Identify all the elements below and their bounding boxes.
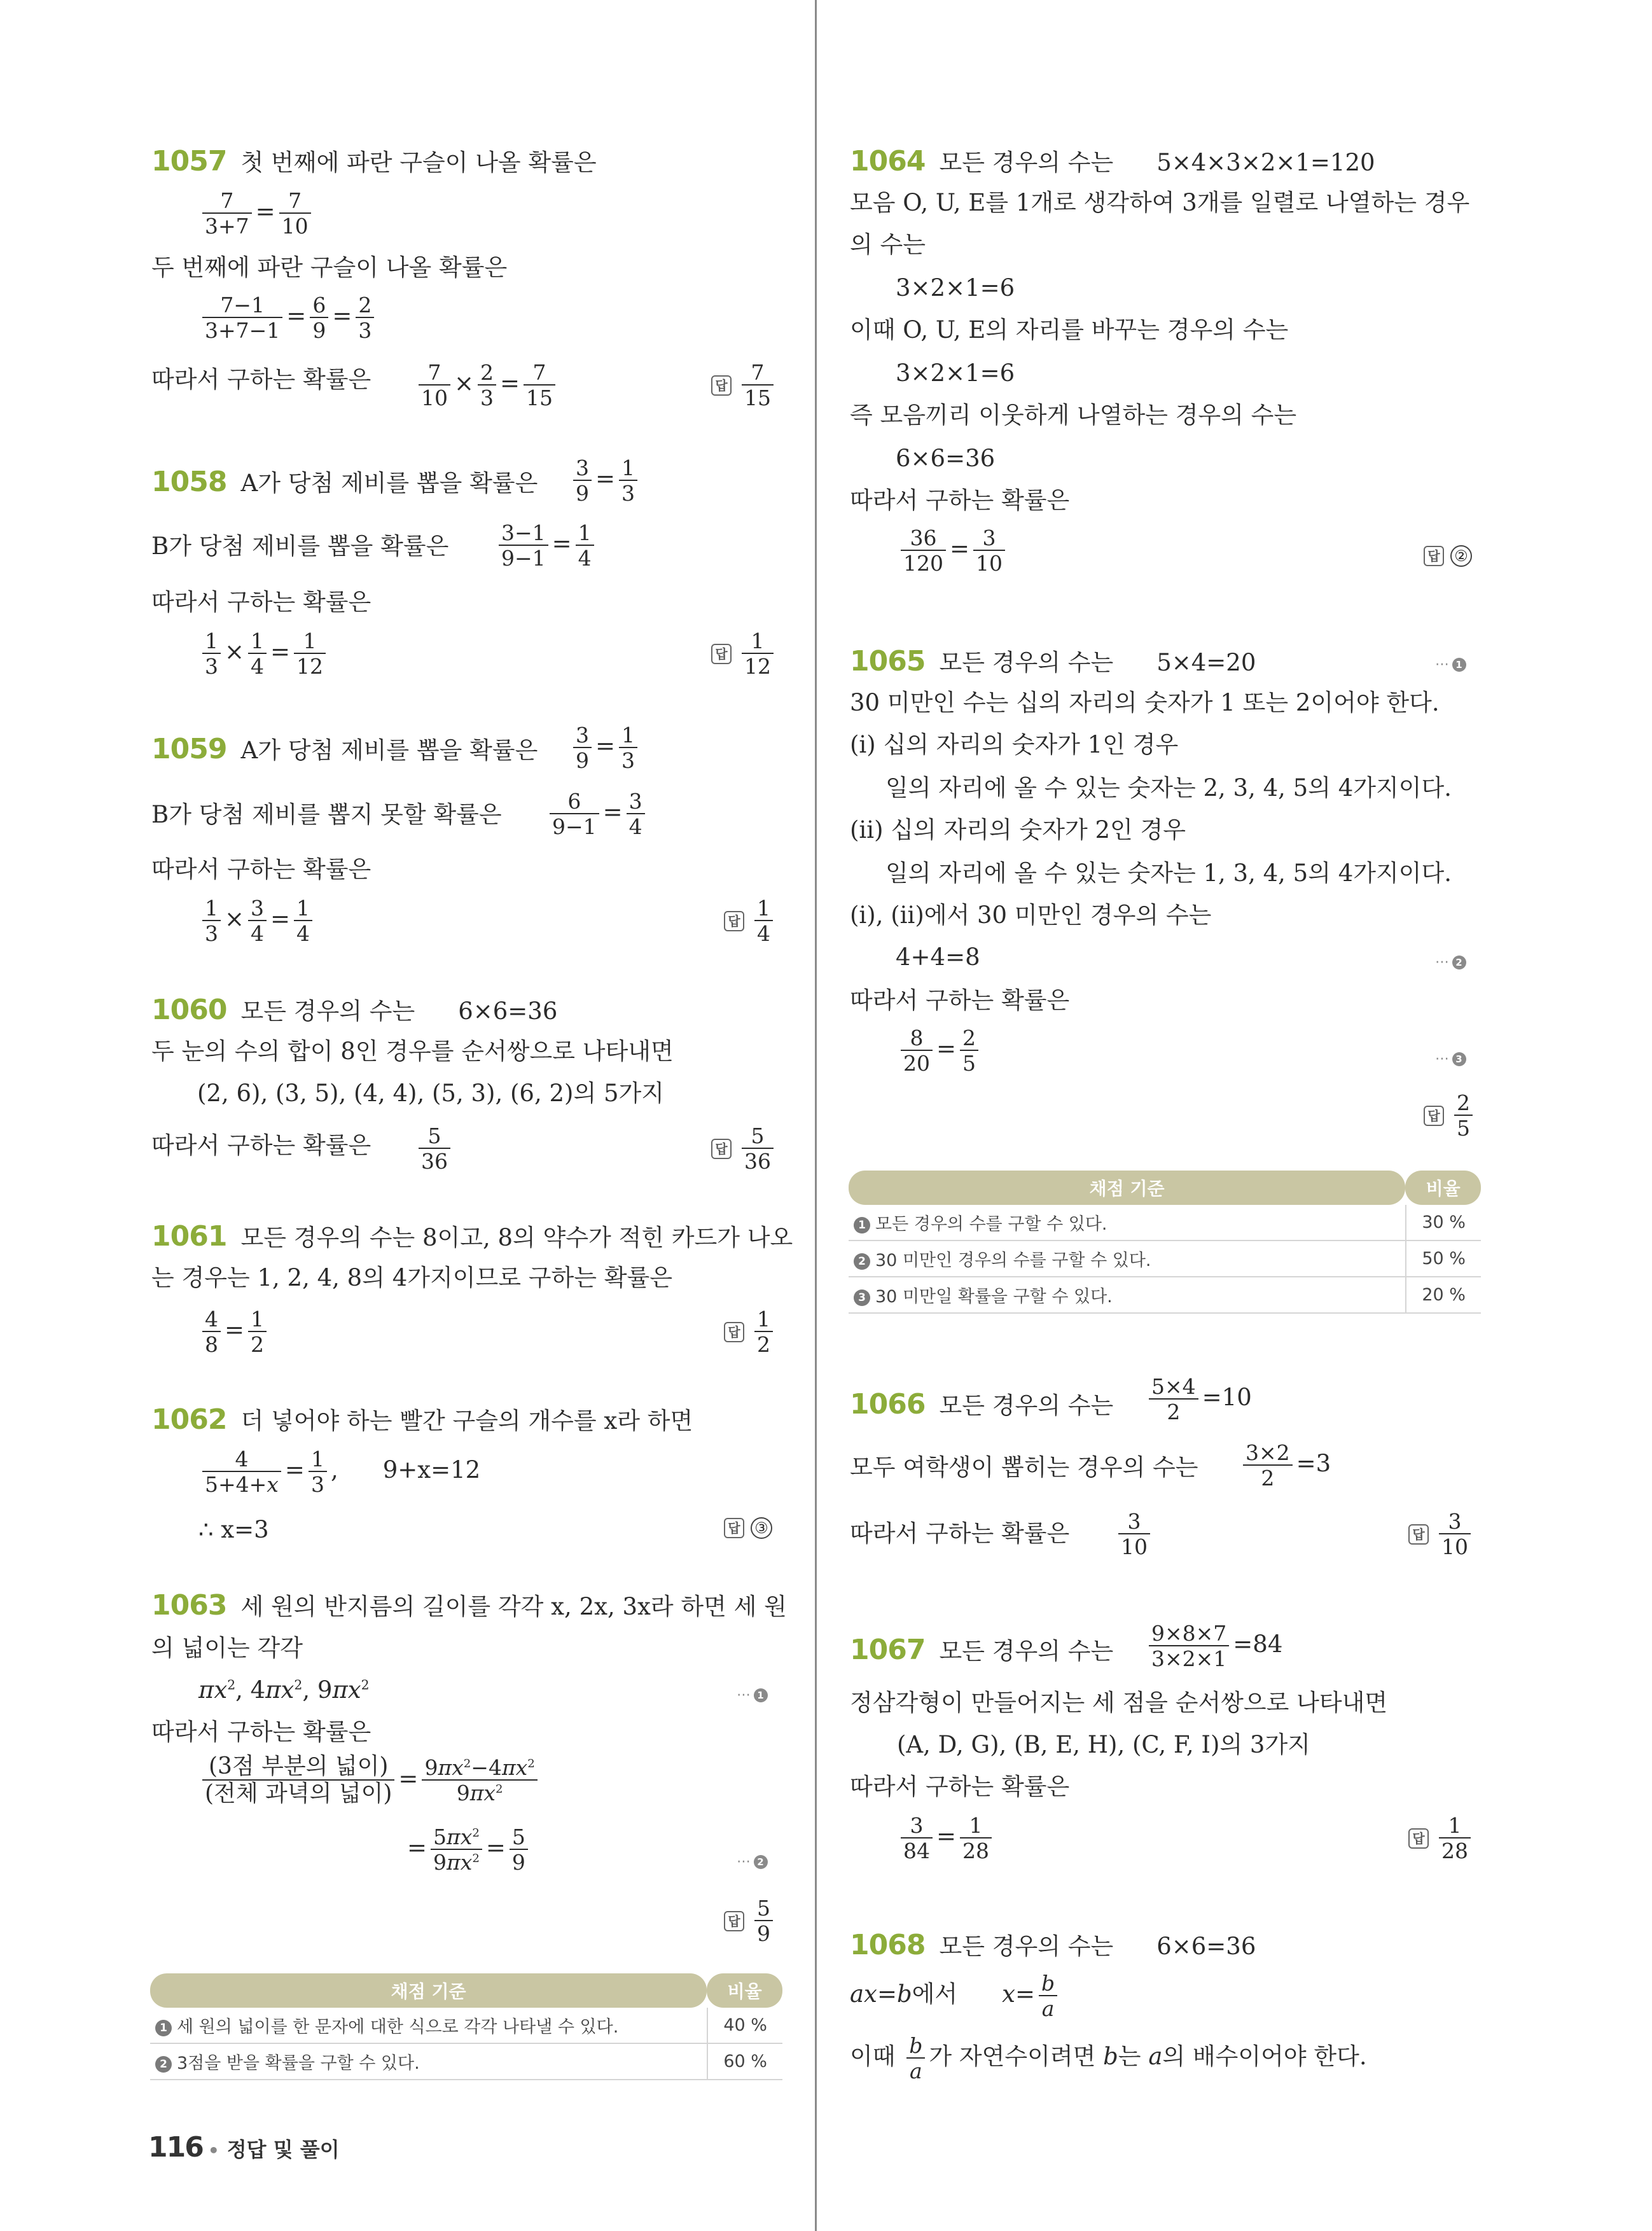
step-marker-1: ⋯ 1 — [1435, 649, 1466, 672]
problem-1066-eq2: $\frac{3\times 2}{2}$ =3 — [1239, 1442, 1331, 1489]
page-number: 116 — [148, 2131, 203, 2164]
problem-number: 1068 — [850, 1929, 926, 1961]
problem-1061-line2: 는 경우는 1, 2, 4, 8의 4가지이므로 구하는 확률은 — [151, 1264, 672, 1291]
problem-1060-line3: (2, 6), (3, 5), (4, 4), (5, 3), (6, 2)의 5가지 — [197, 1080, 664, 1107]
problem-1064-line1: 1064 모든 경우의 수는 5×4×3×2×1=120 — [850, 145, 1375, 177]
answer-icon: 답 — [724, 1911, 744, 1931]
problem-1067-line1: 1067 모든 경우의 수는 — [850, 1634, 1114, 1666]
section-title: 정답 및 풀이 — [226, 2137, 340, 2162]
answer-1066: 답 $\frac{3}{10}$ — [1408, 1510, 1475, 1558]
problem-1064-line2: 모음 O, U, E를 1개로 생각하여 3개를 일렬로 나열하는 경우 — [850, 189, 1470, 216]
problem-1068-line1: 1068 모든 경우의 수는 6×6=36 — [850, 1929, 1256, 1961]
problem-1064-line6: 따라서 구하는 확률은 — [850, 487, 1070, 514]
answer-icon: 답 — [1424, 546, 1444, 566]
fraction: $\frac{7}{3+7}$ — [202, 190, 252, 237]
problem-1060-eq: $\frac{5}{36}$ — [415, 1125, 454, 1172]
problem-number: 1057 — [151, 145, 227, 177]
problem-1066-eq3: $\frac{3}{10}$ — [1114, 1510, 1154, 1558]
problem-1061-line1: 1061 모든 경우의 수는 8이고, 8의 약수가 적힌 카드가 나오 — [151, 1220, 793, 1253]
problem-1058-line1: 1058 A가 당첨 제비를 뽑을 확률은 — [151, 466, 538, 498]
problem-number: 1062 — [151, 1403, 227, 1436]
table-row: 2 30 미만인 경우의 수를 구할 수 있다. 50 % — [849, 1241, 1481, 1277]
column-divider — [815, 0, 817, 2231]
problem-1064-eq3: 3×2×1=6 — [896, 359, 1015, 387]
problem-1060-line2: 두 눈의 수의 합이 8인 경우를 순서쌍으로 나타내면 — [151, 1038, 674, 1065]
grading-table-1063: 채점 기준 비율 1 세 원의 넓이를 한 문자에 대한 식으로 각각 나타낼 수 있다. 40 % 2 3점을 받을 확률을 구할 수 있다. 60 % — [150, 1973, 782, 2080]
problem-1060-line1: 1060 모든 경우의 수는 6×6=36 — [151, 994, 558, 1026]
problem-1062-eq1: $\frac{4}{5+4+x}$ = $\frac{1}{3}$ , 9+x=12 — [198, 1448, 480, 1496]
step-marker-3: ⋯ 3 — [1435, 1043, 1466, 1067]
problem-1063-line3: 따라서 구하는 확률은 — [151, 1718, 371, 1746]
problem-1063-line2: 의 넓이는 각각 — [151, 1634, 303, 1662]
problem-1059-eq1: $\frac{3}{9}$ = $\frac{1}{3}$ — [569, 724, 641, 772]
problem-1057-eq2: $\frac{7-1}{3+7-1}$ = $\frac{6}{9}$ = $\frac{2}{3}$ — [198, 294, 378, 342]
answer-icon: 답 — [1408, 1524, 1429, 1545]
problem-1065-line4: 일의 자리에 올 수 있는 숫자는 2, 3, 4, 5의 4가지이다. — [885, 774, 1452, 802]
problem-number: 1065 — [850, 645, 926, 678]
problem-1061-eq: $\frac{4}{8}$ = $\frac{1}{2}$ — [198, 1308, 270, 1356]
problem-1064-line4: 이때 O, U, E의 자리를 바꾸는 경우의 수는 — [850, 316, 1289, 344]
answer-1061: 답 $\frac{1}{2}$ — [724, 1308, 777, 1356]
problem-1060-line4: 따라서 구하는 확률은 — [151, 1132, 371, 1159]
problem-1064-line3: 의 수는 — [850, 231, 926, 258]
problem-1064-eq2: 3×2×1=6 — [896, 274, 1015, 302]
problem-1064-eq4: 6×6=36 — [896, 445, 996, 472]
answer-icon: 답 — [1408, 1828, 1429, 1849]
problem-1065-eq3: $\frac{8}{20}$ = $\frac{2}{5}$ — [897, 1027, 982, 1074]
answer-1067: 답 $\frac{1}{28}$ — [1408, 1814, 1475, 1862]
problem-1067-line4: 따라서 구하는 확률은 — [850, 1773, 1070, 1800]
problem-number: 1061 — [151, 1220, 227, 1253]
answer-1062: 답 ③ — [724, 1514, 772, 1539]
problem-1058-line2: B가 당첨 제비를 뽑을 확률은 — [151, 532, 449, 560]
problem-1066-eq1: $\frac{5\times 4}{2}$ =10 — [1145, 1375, 1252, 1423]
table-row: 3 30 미만일 확률을 구할 수 있다. 20 % — [849, 1277, 1481, 1314]
problem-number: 1063 — [151, 1589, 227, 1622]
problem-1064-eq5: $\frac{36}{120}$ = $\frac{3}{10}$ — [897, 527, 1009, 574]
answer-icon: 답 — [724, 1518, 744, 1538]
answer-icon: 답 — [724, 911, 744, 931]
problem-1057-eq3: $\frac{7}{10}$ × $\frac{2}{3}$ = $\frac{7}{15}$ — [415, 361, 559, 409]
problem-1066-line1: 1066 모든 경우의 수는 — [850, 1388, 1114, 1421]
answer-1057: 답 $\frac{7}{15}$ — [711, 361, 777, 409]
problem-1058-eq2: $\frac{3-1}{9-1}$ = $\frac{1}{4}$ — [495, 522, 598, 569]
answer-icon: 답 — [711, 375, 732, 396]
problem-1066-line2: 모두 여학생이 뽑히는 경우의 수는 — [850, 1454, 1198, 1481]
answer-1058: 답 $\frac{1}{12}$ — [711, 630, 777, 678]
step-marker-2: ⋯ 2 — [737, 1846, 768, 1870]
problem-1066-line3: 따라서 구하는 확률은 — [850, 1520, 1070, 1547]
problem-1059-line1: 1059 A가 당첨 제비를 뽑을 확률은 — [151, 733, 538, 765]
answer-icon: 답 — [724, 1322, 744, 1342]
answer-icon: 답 — [711, 644, 732, 664]
problem-1062-line1: 1062 더 넣어야 하는 빨간 구슬의 개수를 x라 하면 — [151, 1403, 693, 1436]
problem-1063-eq1: $\pi x^2$, $4\pi x^2$, $9\pi x^2$ — [198, 1676, 370, 1704]
problem-number: 1064 — [850, 145, 926, 177]
problem-1065-line7: (ⅰ), (ⅱ)에서 30 미만인 경우의 수는 — [850, 901, 1212, 929]
problem-number: 1059 — [151, 733, 227, 765]
problem-1064-line5: 즉 모음끼리 이웃하게 나열하는 경우의 수는 — [850, 401, 1297, 429]
problem-1068-line2: ax=b에서 x= $\frac{b}{a}$ — [850, 1972, 1061, 2020]
table-row: 1 세 원의 넓이를 한 문자에 대한 식으로 각각 나타낼 수 있다. 40 % — [150, 2008, 782, 2044]
answer-icon: 답 — [1424, 1106, 1444, 1126]
answer-icon: 답 — [711, 1139, 732, 1159]
problem-1067-line2: 정삼각형이 만들어지는 세 점을 순서쌍으로 나타내면 — [850, 1689, 1388, 1716]
problem-1065-line3: (ⅰ) 십의 자리의 숫자가 1인 경우 — [850, 731, 1179, 758]
problem-1065-line6: 일의 자리에 올 수 있는 숫자는 1, 3, 4, 5의 4가지이다. — [885, 859, 1452, 887]
problem-1063-eq2: $\frac{\text{(3점 부분의 넓이)}}{\text{(전체 과녁의 넓이)}}$ = $\frac{9\pi x^2-4\pi x^2}{9\pi x^2}$ — [198, 1755, 541, 1807]
problem-1065-eq2: 4+4=8 — [896, 943, 980, 971]
grading-table-1065: 채점 기준 비율 1 모든 경우의 수를 구할 수 있다. 30 % 2 30 미만인 경우의 수를 구할 수 있다. 50 % 3 30 미만일 확률을 구할 수 있다. 20 % — [849, 1171, 1481, 1314]
problem-1059-line2: B가 당첨 제비를 뽑지 못할 확률은 — [151, 801, 502, 828]
problem-1065-line8: 따라서 구하는 확률은 — [850, 987, 1070, 1014]
problem-1065-line1: 1065 모든 경우의 수는 5×4=20 — [850, 645, 1256, 678]
problem-1062-eq2: ∴ x=3 — [198, 1516, 269, 1543]
problem-1067-eq2: $\frac{3}{84}$ = $\frac{1}{28}$ — [897, 1814, 996, 1862]
problem-1058-eq3: $\frac{1}{3}$ × $\frac{1}{4}$ = $\frac{1}{12}$ — [198, 630, 330, 678]
problem-1068-line3: 이때 $\frac{b}{a}$ 가 자연수이려면 b는 a의 배수이어야 한다. — [850, 2033, 1367, 2083]
step-marker-1: ⋯ 1 — [737, 1679, 768, 1703]
problem-1058-eq1: $\frac{3}{9}$ = $\frac{1}{3}$ — [569, 457, 641, 504]
page-footer: 116 • 정답 및 풀이 — [148, 2131, 340, 2164]
table-row: 1 모든 경우의 수를 구할 수 있다. 30 % — [849, 1205, 1481, 1241]
step-marker-2: ⋯ 2 — [1435, 947, 1466, 970]
problem-number: 1067 — [850, 1634, 926, 1666]
table-row: 2 3점을 받을 확률을 구할 수 있다. 60 % — [150, 2044, 782, 2080]
answer-1063: 답 $\frac{5}{9}$ — [724, 1897, 777, 1945]
problem-1057-line3: 따라서 구하는 확률은 — [151, 366, 371, 393]
answer-1060: 답 $\frac{5}{36}$ — [711, 1125, 777, 1172]
problem-number: 1058 — [151, 466, 227, 498]
problem-1067-eq1: $\frac{9\times 8\times 7}{3\times 2\times 1}$ =84 — [1145, 1622, 1282, 1670]
problem-1057-line2: 두 번째에 파란 구슬이 나올 확률은 — [151, 254, 508, 281]
problem-1065-line2: 30 미만인 수는 십의 자리의 숫자가 1 또는 2이어야 한다. — [850, 689, 1440, 716]
answer-1059: 답 $\frac{1}{4}$ — [724, 897, 777, 945]
problem-1059-eq2: $\frac{6}{9-1}$ = $\frac{3}{4}$ — [546, 790, 649, 838]
problem-number: 1066 — [850, 1388, 926, 1421]
problem-1059-line3: 따라서 구하는 확률은 — [151, 856, 371, 883]
problem-1058-line3: 따라서 구하는 확률은 — [151, 588, 371, 616]
problem-1057-eq1: $\frac{7}{3+7}$ = $\frac{7}{10}$ — [198, 190, 315, 237]
problem-1063-eq3: = $\frac{5\pi x^2}{9\pi x^2}$ = $\frac{5}{9}$ — [407, 1826, 532, 1873]
problem-number: 1060 — [151, 994, 227, 1026]
answer-1065: 답 $\frac{2}{5}$ — [1424, 1092, 1476, 1139]
answer-1064: 답 ② — [1424, 542, 1472, 567]
problem-1063-line1: 1063 세 원의 반지름의 길이를 각각 x, 2x, 3x라 하면 세 원 — [151, 1589, 787, 1622]
problem-1067-line3: (A, D, G), (B, E, H), (C, F, I)의 3가지 — [897, 1731, 1310, 1758]
problem-1059-eq3: $\frac{1}{3}$ × $\frac{3}{4}$ = $\frac{1}{4}$ — [198, 897, 316, 945]
problem-1057-line1: 1057 첫 번째에 파란 구슬이 나올 확률은 — [151, 145, 597, 177]
problem-1065-line5: (ⅱ) 십의 자리의 숫자가 2인 경우 — [850, 816, 1186, 844]
